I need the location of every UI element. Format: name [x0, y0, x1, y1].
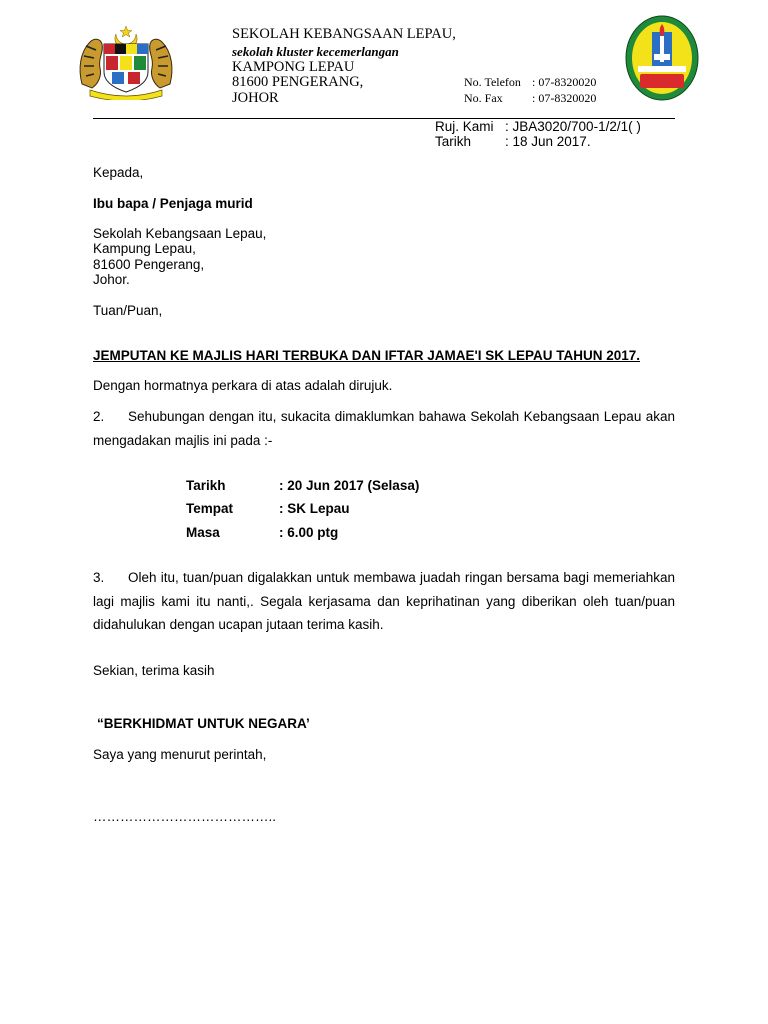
- ruj-value: : JBA3020/700-1/2/1( ): [505, 119, 641, 134]
- recipient-address-line: 81600 Pengerang,: [93, 257, 205, 272]
- tarikh-label: Tarikh: [435, 134, 472, 149]
- detail-label-tarikh: Tarikh: [186, 478, 226, 493]
- paragraph-3-number: 3.: [93, 570, 105, 585]
- address-line-1: KAMPONG LEPAU: [232, 59, 355, 75]
- closing: Sekian, terima kasih: [93, 663, 215, 678]
- detail-value-masa: : 6.00 ptg: [279, 525, 339, 540]
- detail-value-tempat: : SK Lepau: [279, 501, 350, 516]
- fax-value: : 07-8320020: [532, 91, 597, 105]
- detail-label-tempat: Tempat: [186, 501, 234, 516]
- salutation: Tuan/Puan,: [93, 303, 163, 318]
- detail-value-tarikh: : 20 Jun 2017 (Selasa): [279, 478, 420, 493]
- signoff: Saya yang menurut perintah,: [93, 747, 267, 762]
- paragraph-2-text: Sehubungan dengan itu, sukacita dimaklumkan bahawa Sekolah Kebangsaan Lepau akan mengadakan majlis ini pada :-: [93, 409, 675, 448]
- paragraph-2-number: 2.: [93, 409, 105, 424]
- paragraph-1: Dengan hormatnya perkara di atas adalah dirujuk.: [93, 378, 393, 393]
- tarikh-value: : 18 Jun 2017.: [505, 134, 591, 149]
- detail-label-masa: Masa: [186, 525, 220, 540]
- recipient-name: Ibu bapa / Penjaga murid: [93, 196, 253, 211]
- paragraph-3: [93, 566, 675, 637]
- signature-line: …………………………………..: [93, 809, 277, 824]
- subject-heading: JEMPUTAN KE MAJLIS HARI TERBUKA DAN IFTAR JAMAE'I SK LEPAU TAHUN 2017.: [93, 348, 641, 363]
- paragraph-3-text: Oleh itu, tuan/puan digalakkan untuk membawa juadah ringan bersama bagi memeriahkan lagi majlis kami itu nanti,. Segala kerjasama dan keprihatinan yang diberikan oleh tuan/puan didahulukan dengan ucapan jutaan terima kasih.: [93, 570, 675, 632]
- kepada: Kepada,: [93, 165, 144, 180]
- fax-label: No. Fax: [464, 91, 503, 105]
- recipient-address-line: Johor.: [93, 272, 130, 287]
- address-line-2: 81600 PENGERANG,: [232, 74, 364, 90]
- school-tagline: sekolah kluster kecemerlangan: [232, 44, 399, 59]
- recipient-address-line: Sekolah Kebangsaan Lepau,: [93, 226, 267, 241]
- paragraph-2: [93, 405, 675, 452]
- telefon-value: : 07-8320020: [532, 75, 597, 89]
- telefon-label: No. Telefon: [464, 75, 521, 89]
- school-name: SEKOLAH KEBANGSAAN LEPAU,: [232, 26, 456, 42]
- address-line-3: JOHOR: [232, 90, 279, 106]
- motto: “BERKHIDMAT UNTUK NEGARA’: [97, 716, 310, 731]
- ruj-label: Ruj. Kami: [435, 119, 494, 134]
- malaysia-coat-of-arms-icon: [76, 24, 176, 100]
- recipient-address-line: Kampung Lepau,: [93, 241, 196, 256]
- school-logo-icon: [624, 14, 700, 102]
